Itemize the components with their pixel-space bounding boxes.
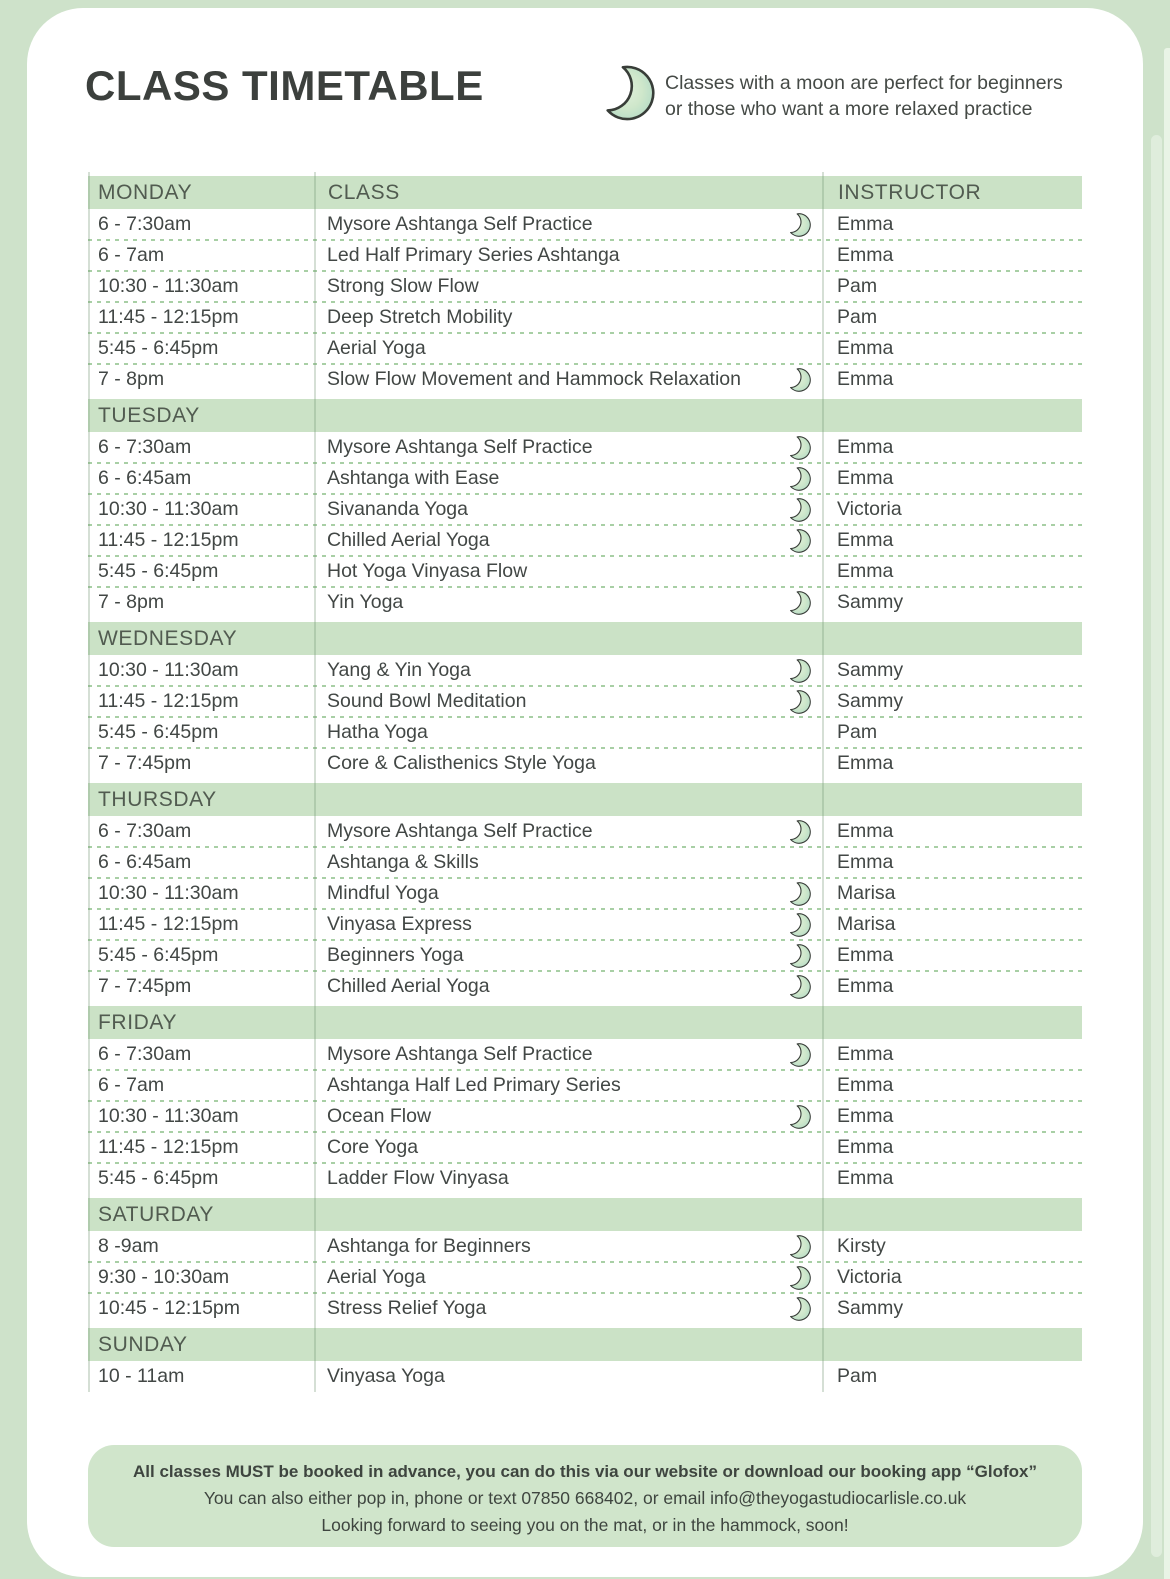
- class-name: Aerial Yoga: [327, 337, 426, 359]
- class-cell: [314, 306, 822, 329]
- column-divider-instructor: [822, 172, 824, 1392]
- class-cell: [314, 1136, 822, 1159]
- time-cell: 6 - 7:30am: [98, 436, 192, 458]
- class-name: Mysore Ashtanga Self Practice: [327, 213, 593, 235]
- time-cell: 10:30 - 11:30am: [98, 275, 239, 297]
- time-cell: 6 - 6:45am: [98, 467, 192, 489]
- instructor-cell: Emma: [837, 820, 894, 842]
- class-name: Ashtanga Half Led Primary Series: [327, 1074, 621, 1096]
- day-name: SATURDAY: [98, 1202, 215, 1226]
- class-cell: [314, 529, 822, 552]
- class-row: [88, 333, 1082, 364]
- class-name: Sivananda Yoga: [327, 498, 468, 520]
- moon-icon: [786, 1232, 811, 1261]
- class-name: Ocean Flow: [327, 1105, 432, 1127]
- moon-legend: [597, 60, 1063, 126]
- instructor-cell: Emma: [837, 1074, 894, 1096]
- day-name: WEDNESDAY: [98, 626, 238, 650]
- class-row: [88, 271, 1082, 302]
- class-cell: [314, 913, 822, 936]
- instructor-cell: Emma: [837, 1105, 894, 1127]
- time-cell: 5:45 - 6:45pm: [98, 721, 219, 743]
- class-cell: [314, 882, 822, 905]
- moon-legend-line2: or those who want a more relaxed practice: [665, 98, 1033, 120]
- class-row: [88, 494, 1082, 525]
- class-cell: [314, 368, 822, 391]
- day-section-thursday: [88, 783, 1082, 1002]
- moon-icon: [786, 1102, 811, 1131]
- day-header-sunday: [88, 1328, 1082, 1361]
- class-name: Stress Relief Yoga: [327, 1297, 487, 1319]
- instructor-cell: Sammy: [837, 659, 904, 681]
- class-name: Ashtanga for Beginners: [327, 1235, 531, 1257]
- moon-icon: [786, 1040, 811, 1069]
- day-section-sunday: [88, 1328, 1082, 1392]
- time-cell: 10:30 - 11:30am: [98, 1105, 239, 1127]
- class-row: [88, 1231, 1082, 1262]
- instructor-cell: Sammy: [837, 690, 904, 712]
- day-name: SUNDAY: [98, 1332, 188, 1356]
- class-cell: [314, 1235, 822, 1258]
- time-cell: 6 - 7:30am: [98, 820, 192, 842]
- instructor-cell: Emma: [837, 244, 894, 266]
- time-cell: 6 - 7am: [98, 244, 165, 266]
- day-name: MONDAY: [98, 180, 193, 204]
- day-header-saturday: [88, 1198, 1082, 1231]
- moon-icon: [786, 495, 811, 524]
- time-cell: 5:45 - 6:45pm: [98, 1167, 219, 1189]
- instructor-cell: Emma: [837, 529, 894, 551]
- moon-icon: [597, 60, 655, 126]
- day-name: TUESDAY: [98, 403, 200, 427]
- moon-icon: [786, 1263, 811, 1292]
- day-section-saturday: [88, 1198, 1082, 1324]
- day-section-friday: [88, 1006, 1082, 1194]
- class-row: [88, 909, 1082, 940]
- class-name: Core Yoga: [327, 1136, 419, 1158]
- class-cell: [314, 1266, 822, 1289]
- instructor-cell: Emma: [837, 1043, 894, 1065]
- instructor-column-header: INSTRUCTOR: [838, 180, 982, 204]
- day-name: FRIDAY: [98, 1010, 178, 1034]
- class-name: Hatha Yoga: [327, 721, 428, 743]
- time-cell: 10:30 - 11:30am: [98, 498, 239, 520]
- class-row: [88, 525, 1082, 556]
- class-name: Mysore Ashtanga Self Practice: [327, 1043, 593, 1065]
- instructor-cell: Emma: [837, 1136, 894, 1158]
- class-row: [88, 847, 1082, 878]
- moon-icon: [786, 433, 811, 462]
- time-cell: 7 - 8pm: [98, 368, 165, 390]
- booking-info-line2: You can also either pop in, phone or text 07850 668402, or email info@theyogastudiocarlisle.co.uk: [203, 1488, 967, 1508]
- class-row: [88, 1163, 1082, 1194]
- class-row: [88, 302, 1082, 333]
- class-cell: [314, 851, 822, 874]
- class-row: [88, 940, 1082, 971]
- moon-legend-text: [665, 60, 1063, 126]
- moon-icon: [786, 588, 811, 617]
- class-row: [88, 971, 1082, 1002]
- instructor-cell: Emma: [837, 944, 894, 966]
- class-row: [88, 1132, 1082, 1163]
- class-cell: [314, 337, 822, 360]
- class-row: [88, 1293, 1082, 1324]
- class-row: [88, 364, 1082, 395]
- class-name: Yang & Yin Yoga: [327, 659, 471, 681]
- scrollbar-thumb[interactable]: [1151, 135, 1162, 1557]
- moon-icon: [786, 210, 811, 239]
- day-section-tuesday: [88, 399, 1082, 618]
- class-cell: [314, 591, 822, 614]
- moon-icon: [786, 526, 811, 555]
- booking-info-line1: All classes MUST be booked in advance, you can do this via our website or download our booking app “Glofox”: [133, 1462, 1037, 1481]
- class-row: [88, 748, 1082, 779]
- class-name: Vinyasa Yoga: [327, 1365, 445, 1387]
- moon-icon: [786, 1294, 811, 1323]
- instructor-cell: Emma: [837, 851, 894, 873]
- instructor-cell: Marisa: [837, 913, 896, 935]
- time-cell: 5:45 - 6:45pm: [98, 560, 219, 582]
- class-row: [88, 1361, 1082, 1392]
- column-divider-class: [314, 172, 316, 1392]
- class-cell: [314, 467, 822, 490]
- class-name: Mysore Ashtanga Self Practice: [327, 436, 593, 458]
- class-name: Chilled Aerial Yoga: [327, 529, 490, 551]
- class-name: Core & Calisthenics Style Yoga: [327, 752, 596, 774]
- time-cell: 6 - 7:30am: [98, 1043, 192, 1065]
- page-edge-strip: [1164, 48, 1170, 1579]
- class-name: Aerial Yoga: [327, 1266, 426, 1288]
- class-cell: [314, 213, 822, 236]
- instructor-cell: Emma: [837, 1167, 894, 1189]
- class-cell: [314, 659, 822, 682]
- class-cell: [314, 1365, 822, 1388]
- class-row: [88, 1101, 1082, 1132]
- class-cell: [314, 975, 822, 998]
- moon-icon: [786, 687, 811, 716]
- class-row: [88, 432, 1082, 463]
- time-cell: 11:45 - 12:15pm: [98, 1136, 239, 1158]
- day-header-wednesday: [88, 622, 1082, 655]
- time-cell: 7 - 7:45pm: [98, 975, 192, 997]
- class-row: [88, 1070, 1082, 1101]
- instructor-cell: Sammy: [837, 591, 904, 613]
- instructor-cell: Kirsty: [837, 1235, 886, 1257]
- class-cell: [314, 560, 822, 583]
- class-cell: [314, 1074, 822, 1097]
- time-cell: 5:45 - 6:45pm: [98, 944, 219, 966]
- time-cell: 7 - 7:45pm: [98, 752, 192, 774]
- time-cell: 10:45 - 12:15pm: [98, 1297, 241, 1319]
- class-row: [88, 587, 1082, 618]
- class-name: Ladder Flow Vinyasa: [327, 1167, 509, 1189]
- booking-info-box: [88, 1445, 1082, 1547]
- moon-icon: [786, 941, 811, 970]
- instructor-cell: Pam: [837, 306, 878, 328]
- class-name: Deep Stretch Mobility: [327, 306, 513, 328]
- instructor-cell: Pam: [837, 721, 878, 743]
- moon-icon: [786, 972, 811, 1001]
- class-name: Mindful Yoga: [327, 882, 439, 904]
- class-row: [88, 816, 1082, 847]
- timetable-card: [27, 8, 1143, 1577]
- day-header-friday: [88, 1006, 1082, 1039]
- instructor-cell: Victoria: [837, 1266, 902, 1288]
- class-row: [88, 1262, 1082, 1293]
- class-row: [88, 463, 1082, 494]
- class-name: Hot Yoga Vinyasa Flow: [327, 560, 528, 582]
- class-row: [88, 655, 1082, 686]
- class-cell: [314, 1105, 822, 1128]
- time-cell: 11:45 - 12:15pm: [98, 306, 239, 328]
- class-name: Beginners Yoga: [327, 944, 464, 966]
- table-left-border: [88, 172, 90, 1392]
- instructor-cell: Emma: [837, 752, 894, 774]
- day-section-wednesday: [88, 622, 1082, 779]
- class-name: Slow Flow Movement and Hammock Relaxation: [327, 368, 741, 390]
- class-name: Yin Yoga: [327, 591, 404, 613]
- class-cell: [314, 1297, 822, 1320]
- instructor-cell: Emma: [837, 213, 894, 235]
- class-column-header: CLASS: [328, 180, 400, 204]
- time-cell: 8 -9am: [98, 1235, 159, 1257]
- day-header-tuesday: [88, 399, 1082, 432]
- class-name: Led Half Primary Series Ashtanga: [327, 244, 620, 266]
- timetable: [88, 172, 1082, 1392]
- instructor-cell: Pam: [837, 1365, 878, 1387]
- moon-legend-line1: Classes with a moon are perfect for beginners: [665, 72, 1063, 94]
- class-name: Mysore Ashtanga Self Practice: [327, 820, 593, 842]
- day-header-thursday: [88, 783, 1082, 816]
- instructor-cell: Emma: [837, 467, 894, 489]
- time-cell: 6 - 7:30am: [98, 213, 192, 235]
- instructor-cell: Victoria: [837, 498, 902, 520]
- time-cell: 11:45 - 12:15pm: [98, 913, 239, 935]
- class-cell: [314, 436, 822, 459]
- class-row: [88, 717, 1082, 748]
- time-cell: 6 - 7am: [98, 1074, 165, 1096]
- class-cell: [314, 721, 822, 744]
- class-cell: [314, 690, 822, 713]
- day-section-monday: [88, 176, 1082, 395]
- class-name: Strong Slow Flow: [327, 275, 479, 297]
- class-name: Ashtanga with Ease: [327, 467, 500, 489]
- moon-icon: [786, 910, 811, 939]
- class-name: Vinyasa Express: [327, 913, 472, 935]
- day-header-monday: [88, 176, 1082, 209]
- page-title: CLASS TIMETABLE: [85, 62, 484, 109]
- instructor-cell: Emma: [837, 368, 894, 390]
- booking-info-line3: Looking forward to seeing you on the mat, or in the hammock, soon!: [321, 1515, 849, 1535]
- instructor-cell: Emma: [837, 436, 894, 458]
- class-cell: [314, 820, 822, 843]
- instructor-cell: Emma: [837, 975, 894, 997]
- time-cell: 11:45 - 12:15pm: [98, 690, 239, 712]
- moon-icon: [786, 879, 811, 908]
- class-cell: [314, 1043, 822, 1066]
- instructor-cell: Pam: [837, 275, 878, 297]
- time-cell: 10:30 - 11:30am: [98, 659, 239, 681]
- class-row: [88, 240, 1082, 271]
- time-cell: 7 - 8pm: [98, 591, 165, 613]
- class-name: Sound Bowl Meditation: [327, 690, 527, 712]
- moon-icon: [786, 817, 811, 846]
- instructor-cell: Emma: [837, 560, 894, 582]
- class-row: [88, 686, 1082, 717]
- instructor-cell: Sammy: [837, 1297, 904, 1319]
- class-cell: [314, 1167, 822, 1190]
- moon-icon: [786, 464, 811, 493]
- instructor-cell: Marisa: [837, 882, 896, 904]
- class-row: [88, 556, 1082, 587]
- time-cell: 10:30 - 11:30am: [98, 882, 239, 904]
- time-cell: 9:30 - 10:30am: [98, 1266, 230, 1288]
- class-cell: [314, 752, 822, 775]
- instructor-cell: Emma: [837, 337, 894, 359]
- class-row: [88, 1039, 1082, 1070]
- time-cell: 6 - 6:45am: [98, 851, 192, 873]
- class-name: Ashtanga & Skills: [327, 851, 479, 873]
- class-row: [88, 878, 1082, 909]
- class-name: Chilled Aerial Yoga: [327, 975, 490, 997]
- time-cell: 10 - 11am: [98, 1365, 185, 1387]
- time-cell: 5:45 - 6:45pm: [98, 337, 219, 359]
- class-row: [88, 209, 1082, 240]
- moon-icon: [786, 656, 811, 685]
- class-cell: [314, 944, 822, 967]
- moon-icon: [786, 365, 811, 394]
- class-cell: [314, 275, 822, 298]
- time-cell: 11:45 - 12:15pm: [98, 529, 239, 551]
- class-cell: [314, 498, 822, 521]
- day-name: THURSDAY: [98, 787, 217, 811]
- class-cell: [314, 244, 822, 267]
